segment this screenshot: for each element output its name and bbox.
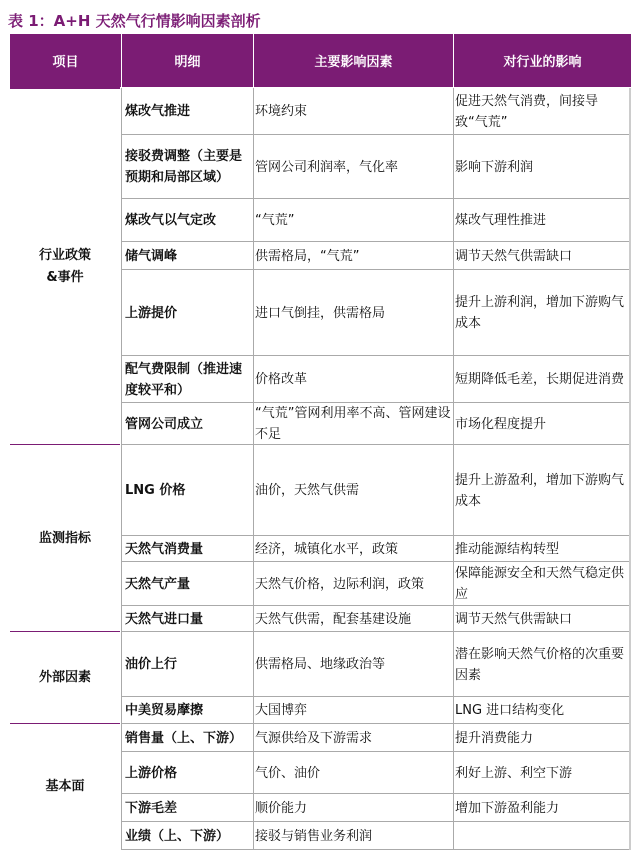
row-item: LNG 价格	[125, 483, 186, 498]
row-detail: 进口气倒挂，供需格局	[255, 305, 386, 321]
row-detail: “气荒”管网利用率不高、管网建设不足	[255, 406, 451, 442]
row-impact: 煤改气理性推进	[455, 213, 547, 228]
category-cell: 监测指标	[38, 530, 91, 546]
row-detail: 供需格局、地缘政治等	[255, 657, 386, 672]
row-detail: 经济，城镇化水平，政策	[255, 541, 399, 557]
row-detail: 气源供给及下游需求	[255, 730, 373, 746]
column-divider	[453, 88, 454, 850]
column-divider	[253, 88, 254, 850]
row-detail: 气价、油价	[255, 765, 321, 781]
row-item: 天然气进口量	[125, 611, 204, 627]
row-item: 煤改气推进	[125, 104, 191, 119]
row-detail: 管网公司利润率，气化率	[255, 159, 399, 175]
row-impact	[453, 822, 629, 850]
row-detail: 天然气价格，边际利润，政策	[255, 576, 425, 592]
row-detail: 顺价能力	[255, 800, 308, 816]
row-item: 管网公司成立	[125, 416, 204, 432]
header-detail: 明细	[174, 55, 201, 70]
table-title: 表 1：A+H 天然气行情影响因素剖析	[8, 12, 261, 30]
row-impact: 提升上游利润，增加下游购气成本	[455, 295, 625, 331]
row-detail: 价格改革	[255, 372, 308, 387]
row-detail: 供需格局，“气荒”	[255, 248, 360, 264]
row-item: 销售量（上、下游）	[125, 730, 243, 746]
table-header	[10, 34, 631, 87]
category-cell: 外部因素	[38, 670, 91, 685]
row-item: 接驳费调整（主要是预期和局部区域）	[125, 149, 243, 185]
row-divider	[121, 849, 629, 850]
header-impact: 对行业的影响	[503, 55, 582, 70]
category-divider	[10, 87, 120, 89]
category-cell: 基本面	[45, 779, 85, 794]
row-impact: 短期降低毛差，长期促进消费	[455, 372, 625, 387]
row-impact: LNG 进口结构变化	[455, 703, 565, 718]
row-impact: 调节天然气供需缺口	[455, 248, 573, 264]
row-item: 天然气消费量	[125, 541, 204, 557]
row-detail: 大国博弈	[255, 703, 308, 718]
row-item: 上游价格	[125, 765, 178, 781]
row-item: 天然气产量	[125, 576, 191, 592]
row-detail: 油价，天然气供需	[255, 483, 360, 498]
row-item: 储气调峰	[125, 248, 178, 264]
row-impact: 保障能源安全和天然气稳定供应	[455, 566, 625, 602]
row-impact: 提升上游盈利，增加下游购气成本	[455, 472, 625, 509]
row-item: 业绩（上、下游）	[125, 828, 230, 844]
category-cell: 行业政策 &事件	[38, 247, 91, 285]
row-impact: 增加下游盈利能力	[455, 800, 560, 816]
row-item: 配气费限制（推进速度较平和）	[125, 361, 243, 398]
row-impact: 提升消费能力	[455, 730, 534, 746]
header-item: 项目	[52, 55, 79, 70]
row-impact: 潜在影响天然气价格的次重要因素	[455, 646, 625, 683]
row-impact: 市场化程度提升	[455, 416, 547, 432]
row-detail: 环境约束	[255, 104, 308, 119]
row-impact: 影响下游利润	[455, 159, 534, 175]
row-item: 油价上行	[125, 657, 178, 672]
row-detail: 接驳与销售业务利润	[255, 828, 373, 844]
row-item: 下游毛差	[125, 800, 178, 816]
row-impact: 调节天然气供需缺口	[455, 611, 573, 627]
row-detail: 天然气供需，配套基建设施	[255, 611, 412, 627]
row-impact: 推动能源结构转型	[455, 541, 560, 557]
row-impact: 促进天然气消费，间接导致“气荒”	[455, 93, 599, 130]
row-impact: 利好上游、利空下游	[455, 765, 573, 781]
row-item: 上游提价	[125, 305, 178, 321]
row-item: 中美贸易摩擦	[125, 703, 204, 718]
header-factor: 主要影响因素	[314, 55, 393, 70]
row-item: 煤改气以气定改	[125, 213, 217, 228]
row-detail: “气荒”	[255, 213, 295, 228]
column-divider	[121, 88, 122, 850]
